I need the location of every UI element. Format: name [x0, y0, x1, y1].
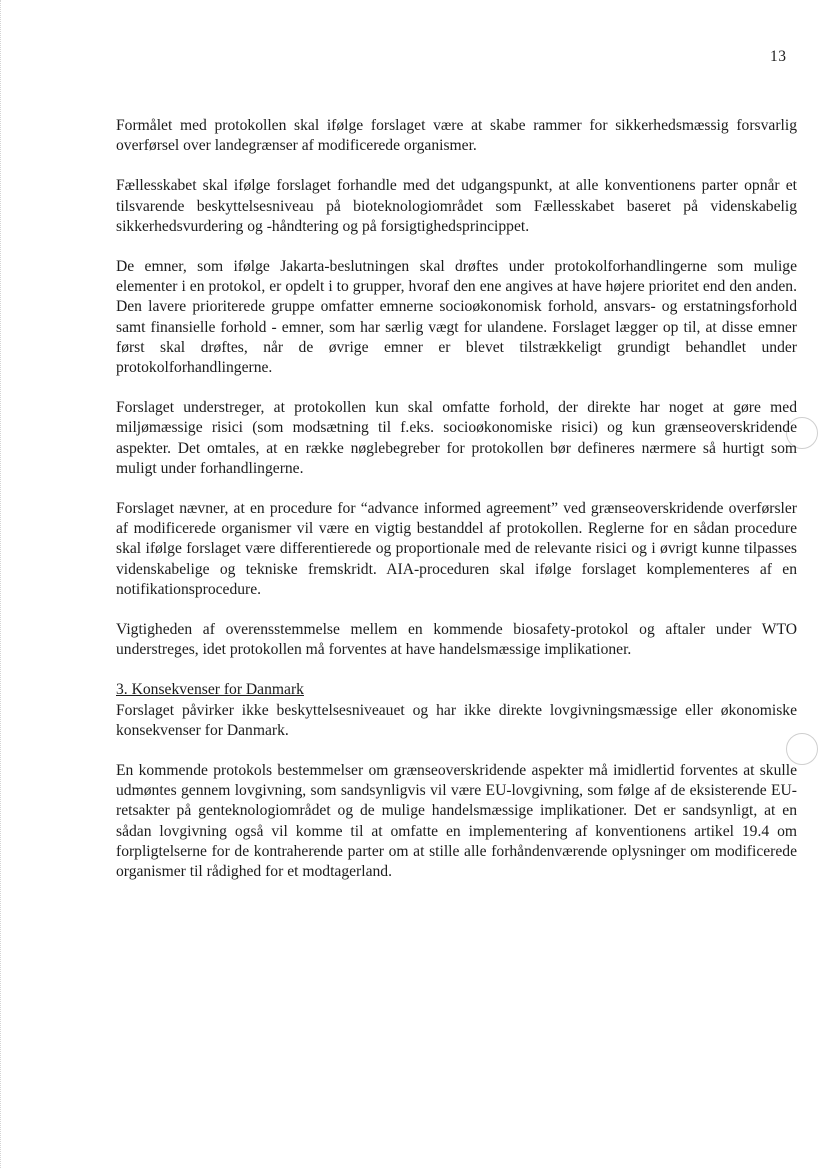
paragraph-aia-procedure: Forslaget nævner, at en procedure for “advance informed agreement” ved grænseoverskridende overførsler af modificerede organismer vil være en vigtig bestanddel af protokollen. Reglerne for en sådan procedure skal ifølge forslaget være differentierede og proportionale med de relevante risici og i øvrigt kunne tilpasses videnskabelige og tekniske fremskridt. AIA-proceduren skal ifølge forslaget komplementeres af en notifikationsprocedure. [116, 500, 797, 598]
section-consequences [116, 680, 797, 741]
section-text: Forslaget påvirker ikke beskyttelsesniveauet og har ikke direkte lovgivningsmæssige eller økonomiske konsekvenser for Danmark. [116, 701, 797, 739]
paragraph-wto: Vigtigheden af overensstemmelse mellem en kommende biosafety-protokol og aftaler under WTO understreges, idet protokollen må forventes at have handelsmæssige implikationer. [116, 621, 797, 659]
page-number: 13 [770, 48, 787, 65]
document-body [116, 116, 797, 882]
paragraph-jakarta-topics: De emner, som ifølge Jakarta-beslutningen skal drøftes under protokolforhandlingerne som mulige elementer i en protokol, er opdelt i to grupper, hvoraf den ene angives at have højere prioritet end den anden. Den lavere prioriterede gruppe omfatter emnerne socioøkonomisk forhold, ansvars- og erstatningsforhold samt finansielle forhold - emner, som har særlig vægt for ulandene. Forslaget lægger op til, at disse emner først skal drøftes, når de øvrige emner er blevet tilstrækkeligt grundigt behandlet under protokolforhandlingerne. [116, 258, 797, 377]
paragraph-closing: En kommende protokols bestemmelser om grænseoverskridende aspekter må imidlertid forventes at skulle udmøntes gennem lovgivning, som sandsynligvis vil være EU-lovgivning, som følge af de eksisterende EU-retsakter på genteknologiområdet og de mulige handelsmæssige implikationer. Det er sandsynligt, at en sådan lovgivning også vil komme til at omfatte en implementering af konventionens artikel 19.4 om forpligtelserne for de kontraherende parter om at stille alle forhåndenværende oplysninger om modificerede organismer til rådighed for et modtagerland. [116, 762, 797, 881]
section-heading: 3. Konsekvenser for Danmark [116, 681, 304, 699]
paragraph-scope: Forslaget understreger, at protokollen kun skal omfatte forhold, der direkte har noget at gøre med miljømæssige risici (som modsætning til f.eks. socioøkonomiske risici) og kun grænseoverskridende aspekter. Det omtales, at en række nøglebegreber for protokollen bør defineres nærmere så hurtigt som muligt under forhandlingerne. [116, 399, 797, 477]
scan-margin-line [0, 0, 2, 1168]
paragraph-community-position: Fællesskabet skal ifølge forslaget forhandle med det udgangspunkt, at alle konventionens parter opnår et tilsvarende beskyttelsesniveau på bioteknologiområdet som Fællesskabet baseret på videnskabelig sikkerhedsvurdering og -håndtering og på forsigtighedsprincippet. [116, 177, 797, 235]
paragraph-purpose: Formålet med protokollen skal ifølge forslaget være at skabe rammer for sikkerhedsmæssig forsvarlig overførsel over landegrænser af modificerede organismer. [116, 117, 797, 155]
